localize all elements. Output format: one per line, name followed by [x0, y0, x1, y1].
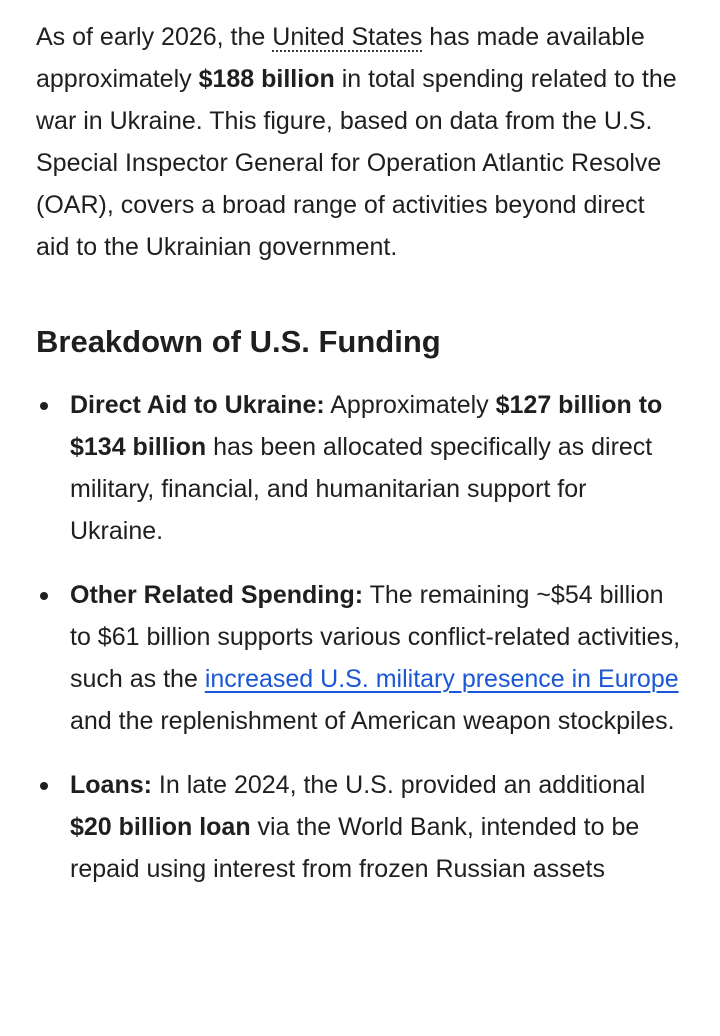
bullet-icon — [40, 782, 48, 790]
bullet-icon — [40, 402, 48, 410]
item-text: Approximately — [324, 391, 496, 419]
bullet-icon — [40, 592, 48, 600]
item-label: Direct Aid to Ukraine: — [70, 391, 325, 419]
intro-text-3: in total spending related to the war in Ukraine. This figure, based on data from the U.S. Special Inspector General for Operation Atlantic Resolve (OAR), covers a broad range of activities beyond direct aid to the Ukrainian government. — [36, 65, 677, 261]
item-amount: $20 billion loan — [70, 813, 251, 841]
item-text: In late 2024, the U.S. provided an additional — [151, 771, 646, 799]
item-label: Other Related Spending: — [70, 581, 364, 609]
list-item-loans — [36, 764, 684, 890]
intro-paragraph — [36, 16, 684, 268]
military-presence-link[interactable]: increased U.S. military presence in Europe — [204, 665, 679, 693]
item-text: via the World Bank, intended to be repaid using interest from frozen Russian assets — [70, 813, 640, 883]
item-text: The remaining ~$54 billion to $61 billion supports various conflict-related activities, such as the — [70, 581, 681, 693]
section-heading: Breakdown of U.S. Funding — [36, 324, 441, 359]
total-amount: $188 billion — [198, 65, 335, 93]
intro-text-1: As of early 2026, the — [36, 23, 273, 51]
list-item-other-spending — [36, 574, 684, 742]
item-text: has been allocated specifically as direct military, financial, and humanitarian support for Ukraine. — [70, 433, 653, 545]
item-amount: $127 billion to $134 billion — [70, 391, 663, 461]
list-item-direct-aid — [36, 384, 684, 552]
united-states-term[interactable]: United States — [272, 23, 423, 51]
intro-text-2: has made available approximately — [36, 23, 645, 93]
item-label: Loans: — [70, 771, 152, 799]
item-text: and the replenishment of American weapon stockpiles. — [70, 707, 675, 735]
funding-list — [36, 384, 684, 890]
